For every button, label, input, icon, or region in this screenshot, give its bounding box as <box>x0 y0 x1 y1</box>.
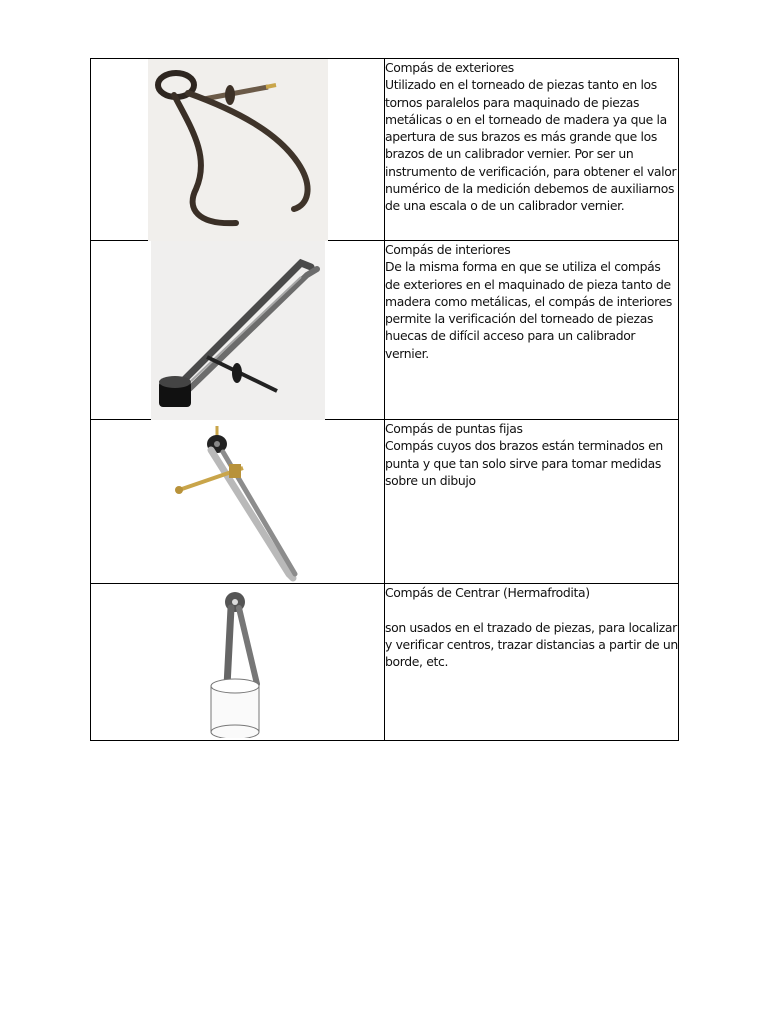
tool-description: Compás cuyos dos brazos están terminados en punta y que tan solo sirve para tomar medidas sobre un dibujo <box>385 438 663 488</box>
table-row <box>91 420 679 584</box>
tool-title: Compás de Centrar (Hermafrodita) <box>385 585 590 600</box>
inside-caliper-icon <box>151 241 325 420</box>
tool-description: Utilizado en el torneado de piezas tanto en los tornos paralelos para maquinado de piezas metálicas o en el torneado de madera ya que la apertura de sus brazos es más grande que los brazos de un calibrador vernier. Por ser un instrumento de verificación, para obtener el valor numérico de la medición debemos de auxiliarnos de una escala o de un calibrador vernier. <box>385 77 677 214</box>
tool-title: Compás de interiores <box>385 242 511 257</box>
divider-compass-icon <box>171 424 321 584</box>
tools-table <box>90 58 679 741</box>
blank-line <box>385 601 678 618</box>
table-row <box>91 241 679 420</box>
tool-title: Compás de puntas fijas <box>385 421 523 436</box>
image-cell <box>91 59 385 241</box>
table-row <box>91 584 679 741</box>
tool-description: son usados en el trazado de piezas, para localizar y verificar centros, trazar distancias a partir de un borde, etc. <box>385 619 678 670</box>
text-cell <box>385 584 679 741</box>
image-cell <box>91 420 385 584</box>
text-cell <box>385 420 679 584</box>
image-cell <box>91 584 385 741</box>
table-row <box>91 59 679 241</box>
outside-caliper-icon <box>148 59 328 241</box>
text-cell <box>385 241 679 420</box>
tool-title: Compás de exteriores <box>385 60 514 75</box>
text-cell <box>385 59 679 241</box>
image-cell <box>91 241 385 420</box>
hermaphrodite-caliper-icon <box>201 590 271 738</box>
tool-description: De la misma forma en que se utiliza el compás de exteriores en el maquinado de pieza tanto de madera como metálicas, el compás de interiores permite la verificación del torneado de piezas huecas de difícil acceso para un calibrador vernier. <box>385 259 672 361</box>
